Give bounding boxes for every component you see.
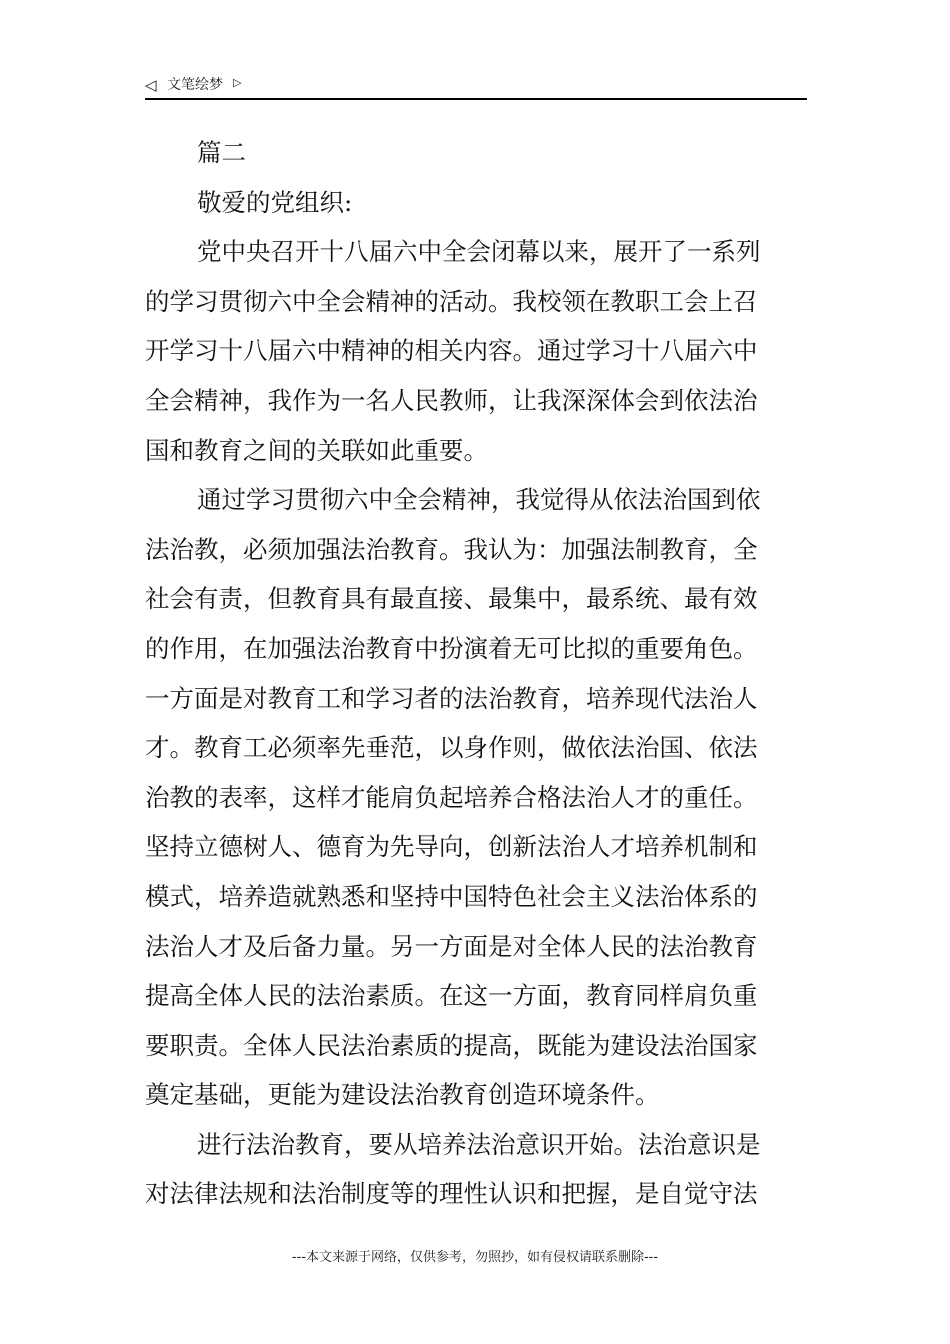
text-line: 法治人才及后备力量。另一方面是对全体人民的法治教育 bbox=[145, 931, 758, 961]
text-line: 提高全体人民的法治素质。在这一方面，教育同样肩负重 bbox=[145, 981, 758, 1011]
header-title: 文笔绘梦 bbox=[167, 77, 223, 93]
text-line: 开学习十八届六中精神的相关内容。通过学习十八届六中 bbox=[145, 336, 758, 366]
text-line: 一方面是对教育工和学习者的法治教育，培养现代法治人 bbox=[145, 683, 758, 713]
text-line: 党中央召开十八届六中全会闭幕以来，展开了一系列 bbox=[197, 237, 761, 267]
text-line: 的学习贯彻六中全会精神的活动。我校领在教职工会上召 bbox=[145, 286, 758, 316]
text-line: 全会精神，我作为一名人民教师，让我深深体会到依法治 bbox=[145, 385, 758, 415]
text-line: 坚持立德树人、德育为先导向，创新法治人才培养机制和 bbox=[145, 832, 758, 862]
footer-disclaimer: ---本文来源于网络，仅供参考，勿照抄，如有侵权请联系删除--- bbox=[291, 1250, 659, 1265]
text-line: 治教的表率，这样才能肩负起培养合格法治人才的重任。 bbox=[145, 782, 758, 812]
text-line: 国和教育之间的关联如此重要。 bbox=[145, 435, 488, 465]
text-line: 对法律法规和法治制度等的理性认识和把握，是自觉守法 bbox=[145, 1179, 758, 1209]
triangle-left-icon: ◁ bbox=[145, 76, 157, 94]
text-line: 篇二 bbox=[197, 138, 246, 167]
text-line: 进行法治教育，要从培养法治意识开始。法治意识是 bbox=[197, 1129, 761, 1159]
text-line: 模式，培养造就熟悉和坚持中国特色社会主义法治体系的 bbox=[145, 881, 758, 911]
text-line: 的作用，在加强法治教育中扮演着无可比拟的重要角色。 bbox=[145, 633, 758, 663]
text-line: 才。教育工必须率先垂范，以身作则，做依法治国、依法 bbox=[145, 733, 758, 763]
text-line: 敬爱的党组织: bbox=[197, 187, 353, 217]
text-line: 法治教，必须加强法治教育。我认为：加强法制教育，全 bbox=[145, 534, 758, 564]
triangle-right-icon: ▷ bbox=[233, 76, 242, 89]
text-line: 奠定基础，更能为建设法治教育创造环境条件。 bbox=[145, 1080, 660, 1110]
text-line: 社会有责，但教育具有最直接、最集中，最系统、最有效 bbox=[145, 584, 758, 614]
page-header bbox=[145, 72, 807, 100]
text-line: 要职责。全体人民法治素质的提高，既能为建设法治国家 bbox=[145, 1030, 758, 1060]
document-body bbox=[145, 128, 807, 1219]
text-line: 通过学习贯彻六中全会精神，我觉得从依法治国到依 bbox=[197, 485, 761, 515]
